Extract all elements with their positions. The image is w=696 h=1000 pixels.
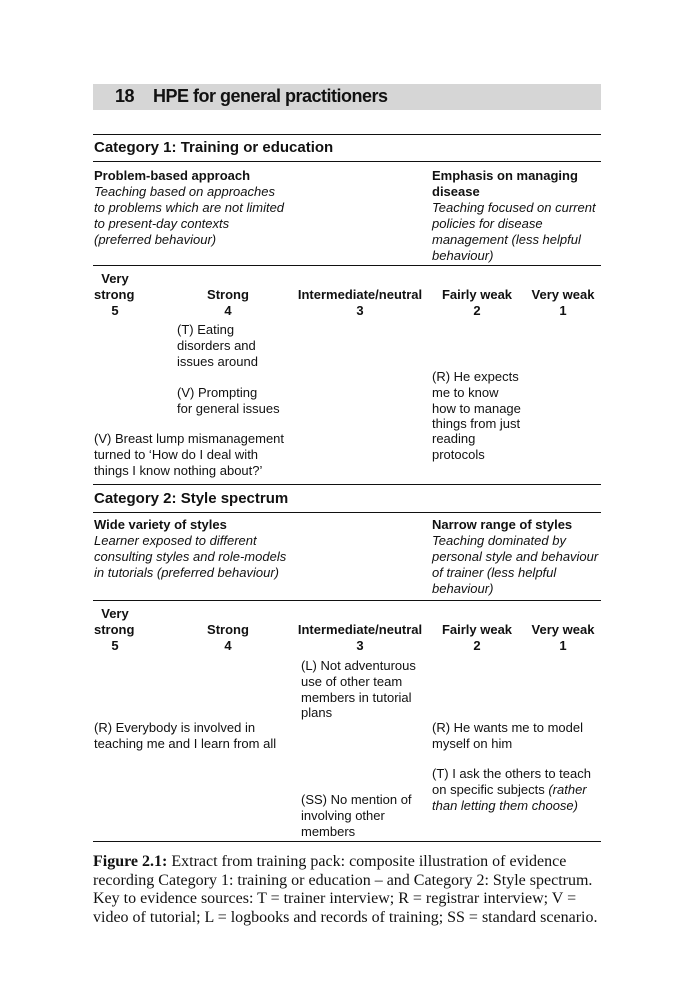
category1-right-desc-1: Teaching focused on current [432, 200, 596, 215]
c1-scale-5: 5 [111, 303, 119, 318]
c1-entry-v2-1: (V) Breast lump mismanagement [94, 431, 285, 446]
category2-left-desc-3: in tutorials (preferred behaviour) [94, 565, 279, 580]
category2-left-heading: Wide variety of styles [94, 517, 227, 532]
c1-entry-r-3: how to manage [432, 401, 521, 416]
c2-scale-fairly-weak: Fairly weak [441, 622, 513, 637]
c2-entry-t-3: than letting them choose) [432, 798, 578, 813]
category1-right-heading-2: disease [432, 184, 480, 199]
c1-scale-4: 4 [224, 303, 232, 318]
c1-entry-v2-3: things I know nothing about?’ [94, 463, 263, 478]
c1-scale-2: 2 [473, 303, 481, 318]
figure-caption-label: Figure 2.1: [93, 853, 168, 870]
c1-entry-v1-1: (V) Prompting [177, 385, 258, 400]
c1-scale-strong: Strong [207, 287, 249, 302]
c1-entry-t-3: issues around [177, 354, 258, 369]
category1-left-desc-2: to problems which are not limited [94, 200, 285, 215]
category1-title-rule [93, 161, 601, 162]
category2-title: Category 2: Style spectrum [94, 490, 289, 507]
c1-scale-1: 1 [559, 303, 567, 318]
category1-right-desc-3: management (less helpful [432, 232, 581, 247]
category1-right-desc-2: policies for disease [432, 216, 543, 231]
category2-top-rule [93, 484, 601, 485]
c2-scale-3: 3 [356, 638, 364, 653]
c2-entry-r1-2: teaching me and I learn from all [94, 736, 277, 751]
c1-entry-r-4: things from just [432, 416, 521, 431]
figure-caption [93, 853, 603, 927]
c2-scale-2: 2 [473, 638, 481, 653]
c1-entry-r-6: protocols [432, 447, 485, 462]
category2-right-desc-2: personal style and behaviour [432, 549, 599, 564]
category2-right-desc-4: behaviour) [432, 581, 494, 596]
c1-scale-very-strong-1: Very [101, 271, 129, 286]
c2-scale-very-strong-1: Very [101, 606, 129, 621]
running-title: HPE for general practitioners [153, 86, 388, 106]
category2-right-desc-3: of trainer (less helpful [432, 565, 557, 580]
category1-right-heading-1: Emphasis on managing [432, 168, 578, 183]
c2-entry-ss-3: members [301, 824, 356, 839]
c1-entry-r-5: reading [432, 431, 476, 446]
c1-entry-v2-2: turned to ‘How do I deal with [94, 447, 259, 462]
c1-scale-fairly-weak: Fairly weak [441, 287, 513, 302]
category2-title-rule [93, 512, 601, 513]
c2-entry-r2-2: myself on him [432, 736, 513, 751]
c2-entry-l-2: use of other team [301, 674, 403, 689]
c1-entry-t-2: disorders and [177, 338, 256, 353]
c2-scale-4: 4 [224, 638, 232, 653]
c2-entry-l-4: plans [301, 705, 333, 720]
c1-scale-very-weak: Very weak [531, 287, 595, 302]
category1-left-heading: Problem-based approach [94, 168, 251, 183]
c1-entry-v1-2: for general issues [177, 401, 280, 416]
category1-desc-rule [93, 265, 601, 266]
category1-right-desc-4: behaviour) [432, 248, 494, 263]
category2-left-desc-2: consulting styles and role-models [94, 549, 287, 564]
category1-left-desc-4: (preferred behaviour) [94, 232, 217, 247]
c2-scale-very-strong-2: strong [94, 622, 135, 637]
c2-entry-t-2-plain: on specific subjects [432, 782, 545, 797]
category1-title: Category 1: Training or education [94, 139, 334, 156]
c2-scale-strong: Strong [207, 622, 249, 637]
category1-left-desc-3: to present-day contexts [94, 216, 230, 231]
c2-entry-l-1: (L) Not adventurous [301, 658, 416, 673]
bottom-rule [93, 841, 601, 842]
c2-scale-very-weak: Very weak [531, 622, 595, 637]
c2-entry-ss-1: (SS) No mention of [301, 792, 412, 807]
c2-entry-r2-1: (R) He wants me to model [432, 720, 583, 735]
c2-scale-1: 1 [559, 638, 567, 653]
c2-entry-l-3: members in tutorial [301, 690, 412, 705]
c1-scale-very-strong-2: strong [94, 287, 135, 302]
category2-left-desc-1: Learner exposed to different [94, 533, 257, 548]
c2-scale-intermediate: Intermediate/neutral [297, 622, 423, 637]
c2-entry-t-2 [432, 782, 587, 798]
category1-left-desc-1: Teaching based on approaches [94, 184, 275, 199]
figure-caption-text: Extract from training pack: composite illustration of evidence recording Category 1: training or education – and Category 2: Style spectrum. Key to evidence sources: T = trainer interview; R = registrar interview; V = video of tutorial; L = logbooks and records of training; SS = standard scenario. [93, 853, 598, 926]
page-number: 18 [115, 86, 135, 106]
top-rule [93, 134, 601, 135]
c2-entry-t-1: (T) I ask the others to teach [432, 766, 591, 781]
c1-entry-r-1: (R) He expects [432, 369, 519, 384]
c1-entry-r-2: me to know [432, 385, 499, 400]
c2-entry-t-2-italic: (rather [544, 782, 587, 797]
c2-scale-5: 5 [111, 638, 119, 653]
category2-right-heading: Narrow range of styles [432, 517, 573, 532]
c2-entry-r1-1: (R) Everybody is involved in [94, 720, 256, 735]
category2-right-desc-1: Teaching dominated by [432, 533, 566, 548]
c1-scale-intermediate: Intermediate/neutral [297, 287, 423, 302]
c1-scale-3: 3 [356, 303, 364, 318]
category2-desc-rule [93, 600, 601, 601]
c1-entry-t-1: (T) Eating [177, 322, 235, 337]
c2-entry-ss-2: involving other [301, 808, 385, 823]
